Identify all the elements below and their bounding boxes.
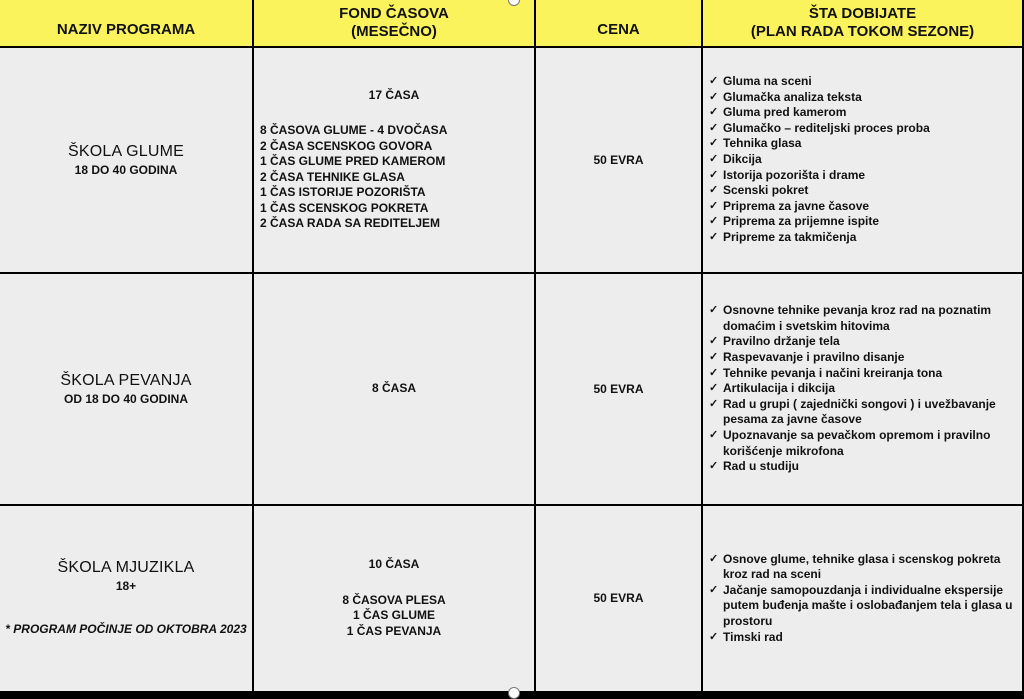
fond-total: 17 ČASA bbox=[368, 87, 420, 102]
plan-cell bbox=[703, 506, 1024, 693]
fond-total: 8 ČASA bbox=[371, 381, 416, 396]
program-note: * PROGRAM POČINJE OD OKTOBRA 2023 bbox=[5, 622, 247, 637]
check-icon: ✓ bbox=[709, 106, 719, 119]
plan-item: ✓ Tehnika glasa bbox=[709, 136, 802, 151]
table-row bbox=[0, 274, 1024, 506]
fond-item: 1 ČAS GLUME PRED KAMEROM bbox=[260, 154, 446, 169]
fond-cell bbox=[254, 48, 536, 275]
price-value: 50 EVRA bbox=[593, 381, 644, 396]
plan-list bbox=[703, 552, 1022, 646]
plan-item: ✓ Raspevavanje i pravilno disanje bbox=[709, 350, 905, 364]
header-plan-line2: (PLAN RADA TOKOM SEZONE) bbox=[750, 22, 975, 40]
plan-item: ✓ Osnovne tehnike pevanja kroz rad na poznatim domaćim i svetskim hitovima bbox=[709, 303, 992, 333]
fond-cell bbox=[254, 506, 536, 693]
header-row bbox=[0, 0, 1024, 48]
check-icon: ✓ bbox=[709, 552, 719, 565]
fond-item: 2 ČASA SCENSKOG GOVORA bbox=[260, 138, 433, 153]
plan-item: ✓ Scenski pokret bbox=[709, 183, 809, 198]
plan-item: ✓ Rad u studiju bbox=[709, 459, 799, 474]
program-cell bbox=[0, 274, 254, 506]
check-icon: ✓ bbox=[709, 137, 719, 150]
fond-item: 8 ČASOVA GLUME - 4 DVOČASA bbox=[260, 123, 448, 138]
header-program: NAZIV PROGRAMA bbox=[0, 0, 254, 48]
plan-item: ✓ Glumačka analiza teksta bbox=[709, 89, 862, 104]
program-name: ŠKOLA MJUZIKLA bbox=[57, 559, 195, 577]
check-icon: ✓ bbox=[709, 397, 719, 410]
header-plan-line1: ŠTA DOBIJATE bbox=[808, 4, 917, 22]
price-cell bbox=[536, 274, 703, 506]
check-icon: ✓ bbox=[709, 460, 719, 473]
check-icon: ✓ bbox=[709, 184, 719, 197]
plan-item: ✓ Dikcija bbox=[709, 152, 762, 167]
program-name: ŠKOLA PEVANJA bbox=[60, 371, 192, 389]
program-age: OD 18 DO 40 GODINA bbox=[63, 391, 189, 406]
check-icon: ✓ bbox=[709, 630, 719, 643]
header-fond-line1: FOND ČASOVA bbox=[339, 4, 449, 22]
check-icon: ✓ bbox=[709, 304, 719, 317]
plan-item: ✓ Pravilno držanje tela bbox=[709, 334, 840, 349]
fond-item: 2 ČASA RADA SA REDITELJEM bbox=[260, 216, 441, 231]
header-fond-line2: (MESEČNO) bbox=[351, 22, 437, 40]
plan-item: ✓ Jačanje samopouzdanja i individualne ekspersije putem buđenja mašte i oslobađanjem tela i glasa u prostoru bbox=[709, 582, 1013, 628]
plan-item: ✓ Glumačko – rediteljski proces proba bbox=[709, 120, 930, 135]
table-row bbox=[0, 506, 1024, 693]
check-icon: ✓ bbox=[709, 351, 719, 363]
plan-item: ✓ Rad u grupi ( zajednički songovi ) i uvežbavanje pesama za javne časove bbox=[709, 396, 996, 427]
header-fond bbox=[254, 0, 536, 48]
header-plan bbox=[703, 0, 1024, 48]
plan-item: ✓ Timski rad bbox=[709, 629, 783, 644]
check-icon: ✓ bbox=[709, 121, 719, 134]
plan-item: ✓ Upoznavanje sa pevačkom opremom i pravilno korišćenje mikrofona bbox=[709, 427, 991, 458]
check-icon: ✓ bbox=[709, 75, 719, 88]
plan-item: ✓ Pripreme za takmičenja bbox=[709, 230, 857, 245]
check-icon: ✓ bbox=[709, 199, 719, 212]
plan-item: ✓ Osnove glume, tehnike glasa i scenskog pokreta kroz rad na sceni bbox=[709, 551, 1001, 582]
plan-cell bbox=[703, 48, 1024, 275]
program-cell bbox=[0, 506, 254, 693]
price-cell bbox=[536, 48, 703, 275]
plan-item: ✓ Gluma na sceni bbox=[709, 74, 812, 89]
price-value: 50 EVRA bbox=[593, 591, 644, 606]
fond-item: 1 ČAS PEVANJA bbox=[346, 623, 442, 638]
plan-item: ✓ Priprema za prijemne ispite bbox=[709, 214, 880, 229]
plan-item: ✓ Priprema za javne časove bbox=[709, 198, 870, 213]
fond-item: 1 ČAS SCENSKOG POKRETA bbox=[260, 200, 429, 215]
check-icon: ✓ bbox=[709, 382, 719, 395]
check-icon: ✓ bbox=[709, 335, 719, 348]
plan-item: ✓ Artikulacija i dikcija bbox=[709, 381, 836, 396]
check-icon: ✓ bbox=[709, 428, 719, 441]
resize-handle-bottom-icon[interactable] bbox=[508, 687, 520, 699]
header-price: CENA bbox=[536, 0, 703, 48]
price-cell bbox=[536, 506, 703, 693]
check-icon: ✓ bbox=[709, 153, 719, 166]
check-icon: ✓ bbox=[709, 90, 719, 103]
check-icon: ✓ bbox=[709, 583, 719, 596]
program-age: 18+ bbox=[115, 579, 137, 594]
fond-item: 1 ČAS GLUME bbox=[352, 608, 435, 623]
program-cell bbox=[0, 48, 254, 275]
check-icon: ✓ bbox=[709, 231, 719, 244]
fond-total: 10 ČASA bbox=[368, 557, 420, 572]
fond-item: 2 ČASA TEHNIKE GLASA bbox=[260, 169, 405, 184]
plan-item: ✓ Gluma pred kamerom bbox=[709, 105, 847, 120]
table-row bbox=[0, 48, 1024, 275]
plan-list bbox=[703, 74, 1022, 246]
program-age: 18 DO 40 GODINA bbox=[74, 162, 178, 177]
check-icon: ✓ bbox=[709, 168, 719, 181]
plan-item: ✓ Tehnike pevanja i načini kreiranja tona bbox=[709, 365, 943, 380]
fond-cell bbox=[254, 274, 536, 506]
plan-list bbox=[703, 303, 1022, 475]
plan-item: ✓ Istorija pozorišta i drame bbox=[709, 167, 866, 182]
plan-cell bbox=[703, 274, 1024, 506]
check-icon: ✓ bbox=[709, 366, 719, 379]
program-name: ŠKOLA GLUME bbox=[67, 142, 185, 160]
price-value: 50 EVRA bbox=[593, 152, 644, 167]
fond-item: 1 ČAS ISTORIJE POZORIŠTA bbox=[260, 185, 426, 200]
check-icon: ✓ bbox=[709, 215, 719, 228]
fond-item: 8 ČASOVA PLESA bbox=[342, 592, 446, 607]
